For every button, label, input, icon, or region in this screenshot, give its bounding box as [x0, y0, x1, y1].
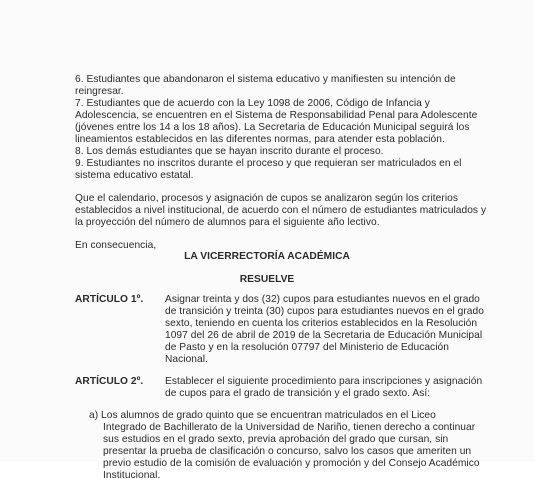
- heading-resuelve: RESUELVE: [239, 274, 295, 285]
- articulo-2-label: ARTÍCULO 2º.: [75, 376, 144, 387]
- calendar-paragraph-line3: la proyección del número de alumnos para el siguiente año lectivo.: [75, 217, 380, 228]
- articulo-1-line4: 1097 del 26 de abril de 2019 de la Secretaria de Educación Municipal: [165, 330, 483, 341]
- list-item-7-line1: 7. Estudiantes que de acuerdo con la Ley 1098 de 2006, Código de Infancia y: [75, 98, 430, 109]
- list-item-9-line2: sistema educativo estatal.: [75, 170, 194, 181]
- calendar-paragraph-line2: establecidos a nivel institucional, de acuerdo con el número de estudiantes matriculados y: [75, 205, 487, 216]
- articulo-1-line2: de transición y treinta (30) cupos para estudiantes nuevos en el grado: [165, 306, 484, 317]
- list-item-6-line1: 6. Estudiantes que abandonaron el sistema educativo y manifiesten su intención de: [75, 74, 456, 85]
- articulo-2-line1: Establecer el siguiente procedimiento para inscripciones y asignación: [165, 376, 483, 387]
- item-a-line1: a) Los alumnos de grado quinto que se encuentran matriculados en el Liceo: [89, 410, 436, 421]
- consecuencia-text: En consecuencia,: [75, 240, 157, 251]
- list-item-7-line4: lineamientos establecidos en las diferentes normas, para atender esta población.: [75, 134, 445, 145]
- item-a-line2: Integrado de Bachillerato de la Universidad de Nariño, tienen derecho a continuar: [103, 422, 476, 433]
- list-item-7-line3: (jóvenes entre los 14 a los 18 años). La Secretaria de Educación Municipal seguirá los: [75, 122, 470, 133]
- list-item-7-line2: Adolescencia, se encuentren en el Sistema de Responsabilidad Penal para Adolescente: [75, 110, 478, 121]
- list-item-8: 8. Los demás estudiantes que se hayan inscrito durante el proceso.: [75, 146, 384, 157]
- articulo-1-line3: sexto, teniendo en cuenta los criterios establecidos en la Resolución: [165, 318, 478, 329]
- list-item-6-line2: reingresar.: [75, 86, 124, 97]
- item-a-line4: presentar la prueba de clasificación o concurso, salvo los casos que ameriten un: [103, 446, 472, 457]
- calendar-paragraph-line1: Que el calendario, procesos y asignación de cupos se analizaron según los criterios: [75, 193, 459, 204]
- articulo-1-line6: Nacional.: [165, 354, 208, 365]
- articulo-1-line1: Asignar treinta y dos (32) cupos para estudiantes nuevos en el grado: [165, 294, 480, 305]
- articulo-1-line5: de Pasto y en la resolución 07797 del Ministerio de Educación: [165, 342, 449, 353]
- articulo-2-line2: de cupos para el grado de transición y el grado sexto. Así:: [165, 388, 431, 399]
- articulo-1-label: ARTÍCULO 1º.: [75, 294, 144, 305]
- heading-vicerrectoria: LA VICERRECTORÍA ACADÉMICA: [184, 251, 350, 262]
- list-item-9-line1: 9. Estudiantes no inscritos durante el proceso y que requieran ser matriculados en el: [75, 158, 462, 169]
- item-a-line6: Institucional.: [103, 470, 161, 481]
- item-a-line5: previo estudio de la comisión de evaluación y promoción y del Consejo Académico: [103, 458, 480, 469]
- item-a-line3: sus estudios en el grado sexto, previa aprobación del grado que cursan, sin: [103, 434, 449, 445]
